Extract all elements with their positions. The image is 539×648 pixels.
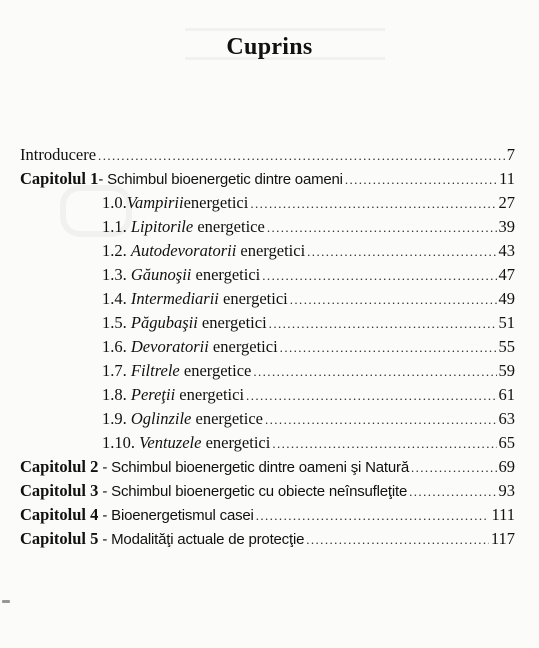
toc-entry-label: energetici [183,193,249,212]
toc-entry-label: energetice [191,409,263,428]
chapter-number: Capitolul 5 [20,529,99,548]
toc-page-number: 65 [498,433,515,452]
toc-entry-title: Păgubaşii [130,313,198,332]
toc-entry-capitolul-3[interactable] [20,481,515,502]
dot-leader [269,314,497,334]
toc-entry-label: - Schimbul bioenergetic dintre oameni şi Natură [98,459,409,476]
toc-entry-title: Autodevoratorii [130,241,237,260]
toc-entry-1-2[interactable] [102,241,515,262]
toc-entry-title: Pereţii [130,385,176,404]
toc-entry-capitolul-4[interactable] [20,505,515,526]
section-number: 1.7. [102,361,131,380]
section-number: 1.2. [102,241,131,260]
dot-leader [256,506,490,526]
toc-entry-introducere[interactable] [20,145,515,166]
toc-page-number: 61 [498,385,515,404]
toc-entry-1-3[interactable] [102,265,515,286]
toc-entry-1-8[interactable] [102,385,515,406]
toc-page-number: 117 [490,529,515,548]
dot-leader [411,458,497,478]
toc-page-number: 93 [498,481,515,500]
toc-entry-label: - Schimbul bioenergetic cu obiecte neînsufleţite [98,483,408,500]
toc-entry-label: Introducere [20,145,97,164]
dot-leader [307,242,496,262]
toc-entry-1-9[interactable] [102,409,515,430]
toc-entry-label: energetici [197,313,267,332]
dot-leader [280,338,497,358]
toc-entry-title: Devoratorii [130,337,209,356]
toc-entry-capitolul-5[interactable] [20,529,515,550]
dot-leader [253,362,496,382]
toc-entry-1-4[interactable] [102,289,515,310]
toc-entry-label: energetice [193,217,265,236]
section-number: 1.6. [102,337,131,356]
toc-entry-1-6[interactable] [102,337,515,358]
toc-entry-label: - Modalităţi actuale de protecţie [98,531,305,548]
section-number: 1.4. [102,289,131,308]
chapter-number: Capitolul 3 [20,481,99,500]
toc-page-number: 51 [498,313,515,332]
toc-entry-label: energetici [175,385,245,404]
section-number: 1.1. [102,217,131,236]
dot-leader [409,482,496,502]
dot-leader [267,218,497,238]
toc-page-number: 27 [498,193,515,212]
toc-entry-label: energetici [208,337,278,356]
dot-leader [246,386,496,406]
page-title: Cuprins [226,34,313,60]
toc-entry-title: Oglinzile [130,409,192,428]
toc-entry-label: energetici [218,289,288,308]
toc-entry-1-10[interactable] [102,433,515,454]
toc-entry-title: Filtrele [130,361,180,380]
dot-leader [272,434,496,454]
toc-page-number: 59 [498,361,515,380]
toc-entry-capitolul-1[interactable] [20,169,515,190]
toc-entry-title: Ventuzele [139,433,202,452]
section-number: 1.10. [102,433,140,452]
toc-entry-1-1[interactable] [102,217,515,238]
section-number: 1.8. [102,385,131,404]
toc-page-number: 47 [498,265,515,284]
chapter-number: Capitolul 2 [20,457,99,476]
section-number: 1.3. [102,265,131,284]
toc-page-number: 69 [498,457,515,476]
section-number: 1.9. [102,409,131,428]
toc-page-number: 111 [491,505,515,524]
ink-speck [2,600,10,603]
dot-leader [265,410,497,430]
dot-leader [290,290,497,310]
section-number: 1.5. [102,313,131,332]
chapter-number: Capitolul 1 [20,169,99,188]
chapter-number: Capitolul 4 [20,505,99,524]
toc-entry-1-0[interactable] [102,193,515,214]
toc-entry-label: - Bioenergetismul casei [98,507,254,524]
toc-page-number: 55 [498,337,515,356]
dot-leader [262,266,496,286]
toc-page-number: 39 [498,217,515,236]
dot-leader [98,146,505,166]
toc-entry-title: Vampirii [126,193,184,212]
toc-entry-1-5[interactable] [102,313,515,334]
toc-entry-label: energetici [191,265,261,284]
toc-page-number: 11 [499,169,515,188]
toc-entry-label: energetici [201,433,271,452]
toc-page-number: 63 [498,409,515,428]
dot-leader [250,194,496,214]
dot-leader [345,170,497,190]
toc-entry-label: energetici [236,241,306,260]
toc-entry-label: energetice [179,361,252,380]
toc-page-number: 43 [498,241,515,260]
toc-entry-title: Găunoşii [130,265,192,284]
dot-leader [306,530,489,550]
toc-entry-label: - Schimbul bioenergetic dintre oameni [98,171,343,188]
toc-page-number: 49 [498,289,515,308]
toc-entry-title: Intermediarii [130,289,219,308]
toc-page-number: 7 [506,145,515,164]
section-number: 1.0. [102,193,127,212]
toc-entry-capitolul-2[interactable] [20,457,515,478]
toc-entry-1-7[interactable] [102,361,515,382]
toc-entry-title: Lipitorile [130,217,194,236]
